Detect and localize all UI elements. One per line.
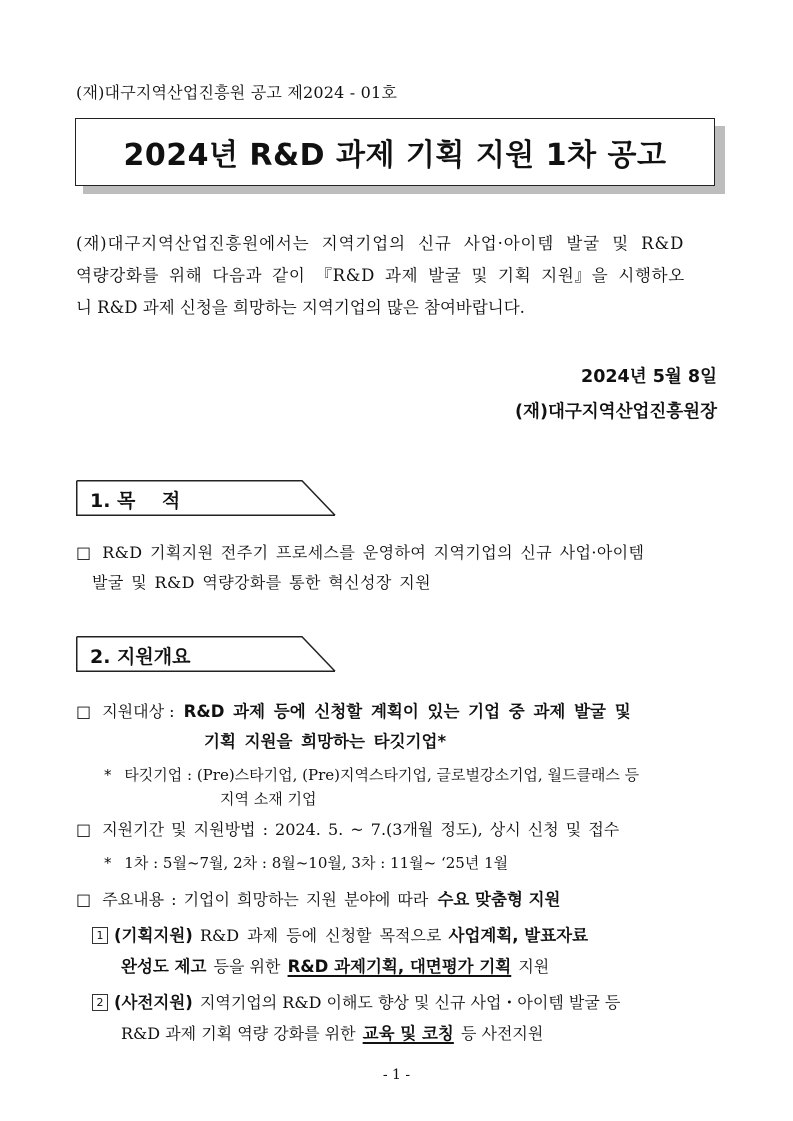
section-1-line-2: 발굴 및 R&D 역량강화를 통한 혁신성장 지원: [92, 573, 431, 592]
item-1-bold-1: 사업계획, 발표자료: [448, 926, 589, 945]
section-2-heading: [76, 636, 336, 672]
section-2-title: 2. 지원개요: [90, 646, 191, 668]
target-note-line-1: 타깃기업 : (Pre)스타기업, (Pre)지역스타기업, 글로벌강소기업, 월드클래스 등: [124, 766, 640, 784]
support-period-text: 지원기간 및 지원방법 : 2024. 5. ~ 7.(3개월 정도), 상시 신청 및 접수: [102, 820, 620, 839]
checkbox-bullet-icon: □: [76, 543, 92, 562]
notice-number: (재)대구지역산업진흥원 공고 제2024 - 01호: [76, 83, 398, 102]
item-2: [92, 989, 620, 1013]
section-1-item: [76, 540, 644, 563]
support-target: [76, 698, 631, 722]
main-content-label: 주요내용 : 기업이 희망하는 지원 분야에 따라: [102, 890, 429, 909]
intro-line-3: 니 R&D 과제 신청을 희망하는 지역기업의 많은 참여바랍니다.: [76, 298, 525, 317]
target-note-line-2: 지역 소재 기업: [220, 790, 317, 808]
asterisk-icon: *: [104, 854, 112, 872]
item-2-text-1: 지역기업의 R&D 이해도 향상 및 신규 사업・아이템 발굴 등: [199, 993, 621, 1012]
support-target-text-1: R&D 과제 등에 신청할 계획이 있는 기업 중 과제 발굴 및: [183, 702, 631, 721]
item-1-bold-2: 완성도 제고: [121, 957, 207, 976]
asterisk-icon: *: [104, 766, 112, 784]
period-note-text: 1차 : 5월~7월, 2차 : 8월~10월, 3차 : 11월~ ‘25년 1월: [124, 854, 509, 872]
checkbox-bullet-icon: □: [76, 820, 92, 839]
support-period: [76, 817, 619, 840]
issuer-name: (재)대구지역산업진흥원장: [515, 402, 717, 422]
page-number: - 1 -: [382, 1067, 411, 1083]
item-1-line-2: [121, 953, 549, 977]
main-content: [76, 886, 561, 910]
section-1-title: 1. 목 적: [90, 490, 181, 512]
checkbox-bullet-icon: □: [76, 702, 92, 721]
period-note: [104, 852, 508, 873]
support-target-text-2: 기획 지원을 희망하는 타깃기업*: [204, 732, 447, 751]
item-2-line-2: [121, 1020, 543, 1044]
intro-line-1: (재)대구지역산업진흥원에서는 지역기업의 신규 사업·아이템 발굴 및 R&D: [76, 234, 685, 253]
item-2-label: (사전지원): [114, 993, 193, 1012]
item-1-text-1: R&D 과제 등에 신청할 목적으로: [199, 926, 442, 945]
checkbox-bullet-icon: □: [76, 890, 92, 909]
item-1-bold-3: R&D 과제기획, 대면평가 기획: [287, 957, 512, 976]
main-content-emphasis: 수요 맞춤형 지원: [437, 890, 561, 909]
item-2-bold-1: 교육 및 코칭: [362, 1024, 454, 1043]
item-2-number: 2: [92, 994, 108, 1011]
support-target-label: 지원대상 :: [102, 702, 175, 721]
item-1: [92, 922, 588, 946]
item-1-text-3: 지원: [518, 957, 550, 976]
item-1-text-2: 등을 위한: [213, 957, 281, 976]
item-2-text-2: R&D 과제 기획 역량 강화를 위한: [121, 1024, 356, 1043]
item-1-number: 1: [92, 927, 108, 944]
notice-date: 2024년 5월 8일: [581, 367, 717, 387]
section-1-line-1: R&D 기획지원 전주기 프로세스를 운영하여 지역기업의 신규 사업·아이템: [102, 543, 645, 562]
page-title: 2024년 R&D 과제 기획 지원 1차 공고: [75, 118, 715, 186]
intro-line-2: 역량강화를 위해 다음과 같이 『R&D 과제 발굴 및 기획 지원』을 시행하오: [76, 266, 685, 285]
section-1-heading: [76, 480, 336, 516]
target-note: [104, 764, 639, 785]
intro-paragraph: [76, 228, 722, 324]
item-1-label: (기획지원): [114, 926, 193, 945]
item-2-text-3: 등 사전지원: [460, 1024, 544, 1043]
